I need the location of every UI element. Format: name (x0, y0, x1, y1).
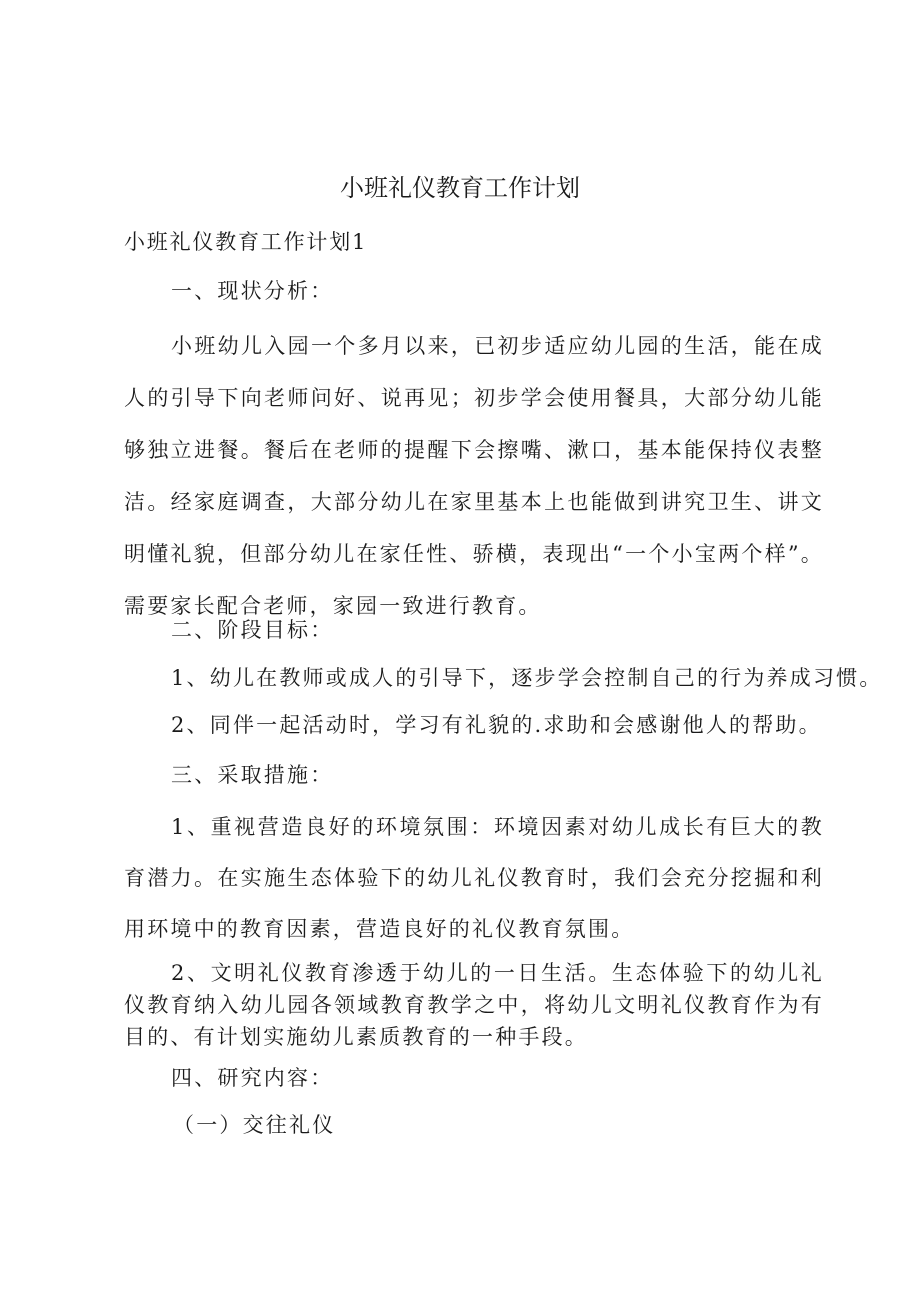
section-heading-status-analysis: 一、现状分析： (171, 279, 334, 303)
section-heading-measures: 三、采取措施： (171, 763, 334, 787)
paragraph-status-analysis: 小班幼儿入园一个多月以来，已初步适应幼儿园的生活，能在成人的引导下向老师问好、说再见；初步学会使用餐具，大部分幼儿能够独立进餐。餐后在老师的提醒下会擦嘴、漱口，基本能保持仪表整洁。经家庭调查，大部分幼儿在家里基本上也能做到讲究卫生、讲文明懂礼貌，但部分幼儿在家任性、骄横，表现出“一个小宝两个样”。需要家长配合老师，家园一致进行教育。 (124, 334, 824, 618)
paragraph-measure-2: 2、文明礼仪教育渗透于幼儿的一日生活。生态体验下的幼儿礼仪教育纳入幼儿园各领域教育教学之中，将幼儿文明礼仪教育作为有目的、有计划实施幼儿素质教育的一种手段。 (124, 961, 824, 1049)
list-item-goal-2: 2、同伴一起活动时，学习有礼貌的.求助和会感谢他人的帮助。 (171, 713, 822, 737)
paragraph-measure-1: 1、重视营造良好的环境氛围：环境因素对幼儿成长有巨大的教育潜力。在实施生态体验下的幼儿礼仪教育时，我们会充分挖掘和利用环境中的教育因素，营造良好的礼仪教育氛围。 (124, 815, 824, 941)
subsection-heading-social-etiquette: （一）交往礼仪 (173, 1113, 336, 1137)
list-item-goal-1: 1、幼儿在教师或成人的引导下，逐步学会控制自己的行为养成习惯。 (171, 666, 883, 690)
page-title: 小班礼仪教育工作计划 (340, 174, 580, 202)
section-heading-research-content: 四、研究内容： (171, 1066, 334, 1090)
document-subtitle: 小班礼仪教育工作计划1 (124, 230, 368, 254)
section-heading-stage-goals: 二、阶段目标： (171, 618, 334, 642)
